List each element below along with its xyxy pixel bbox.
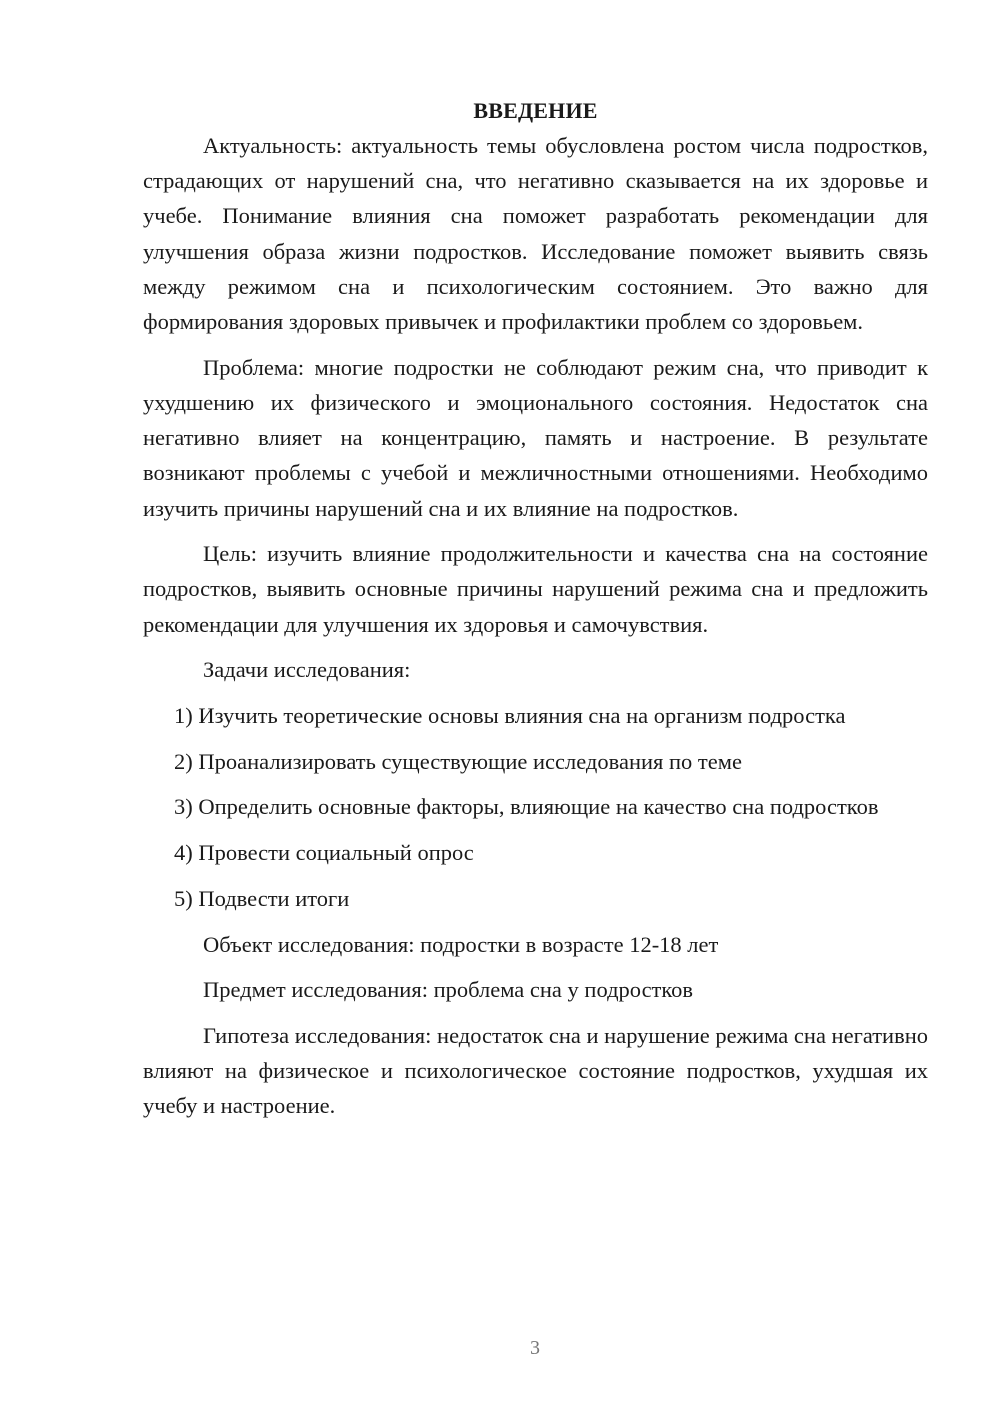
task-item: 5) Подвести итоги [174, 885, 350, 911]
problem-paragraph: Проблема: многие подростки не соблюдают режим сна, что приводит к ухудшению их физического и эмоционального состояния. Недостаток сна негативно влияет на концентрацию, память и настроение. В результате возникают проблемы с учебой и межличностными отношениями. Необходимо изучить причины нарушений сна и их влияние на подростков. [143, 354, 928, 521]
tasks-heading: Задачи исследования: [203, 657, 411, 683]
subject-paragraph: Предмет исследования: проблема сна у подростков [203, 977, 694, 1003]
goal-paragraph: Цель: изучить влияние продолжительности и качества сна на состояние подростков, выявить основные причины нарушений режима сна и предложить рекомендации для улучшения их здоровья и самочувствия. [143, 541, 928, 637]
task-item: 4) Провести социальный опрос [174, 840, 474, 866]
task-item: 2) Проанализировать существующие исследования по теме [174, 748, 742, 774]
page-content [143, 93, 928, 1124]
task-item: 1) Изучить теоретические основы влияния сна на организм подростка [174, 703, 846, 729]
relevance-paragraph: Актуальность: актуальность темы обусловлена ростом числа подростков, страдающих от нарушений сна, что негативно сказывается на их здоровье и учебе. Понимание влияния сна поможет разработать рекомендации для улучшения образа жизни подростков. Исследование поможет выявить связь между режимом сна и психологическим состоянием. Это важно для формирования здоровых привычек и профилактики проблем со здоровьем. [143, 133, 928, 335]
page-number-text: 3 [530, 1337, 540, 1359]
task-item: 3) Определить основные факторы, влияющие на качество сна подростков [174, 794, 879, 820]
object-paragraph: Объект исследования: подростки в возрасте 12-18 лет [203, 931, 719, 957]
page-number [0, 1331, 1000, 1366]
page-title: ВВЕДЕНИЕ [473, 98, 598, 123]
hypothesis-paragraph: Гипотеза исследования: недостаток сна и нарушение режима сна негативно влияют на физическое и психологическое состояние подростков, ухудшая их учебу и настроение. [143, 1022, 929, 1119]
